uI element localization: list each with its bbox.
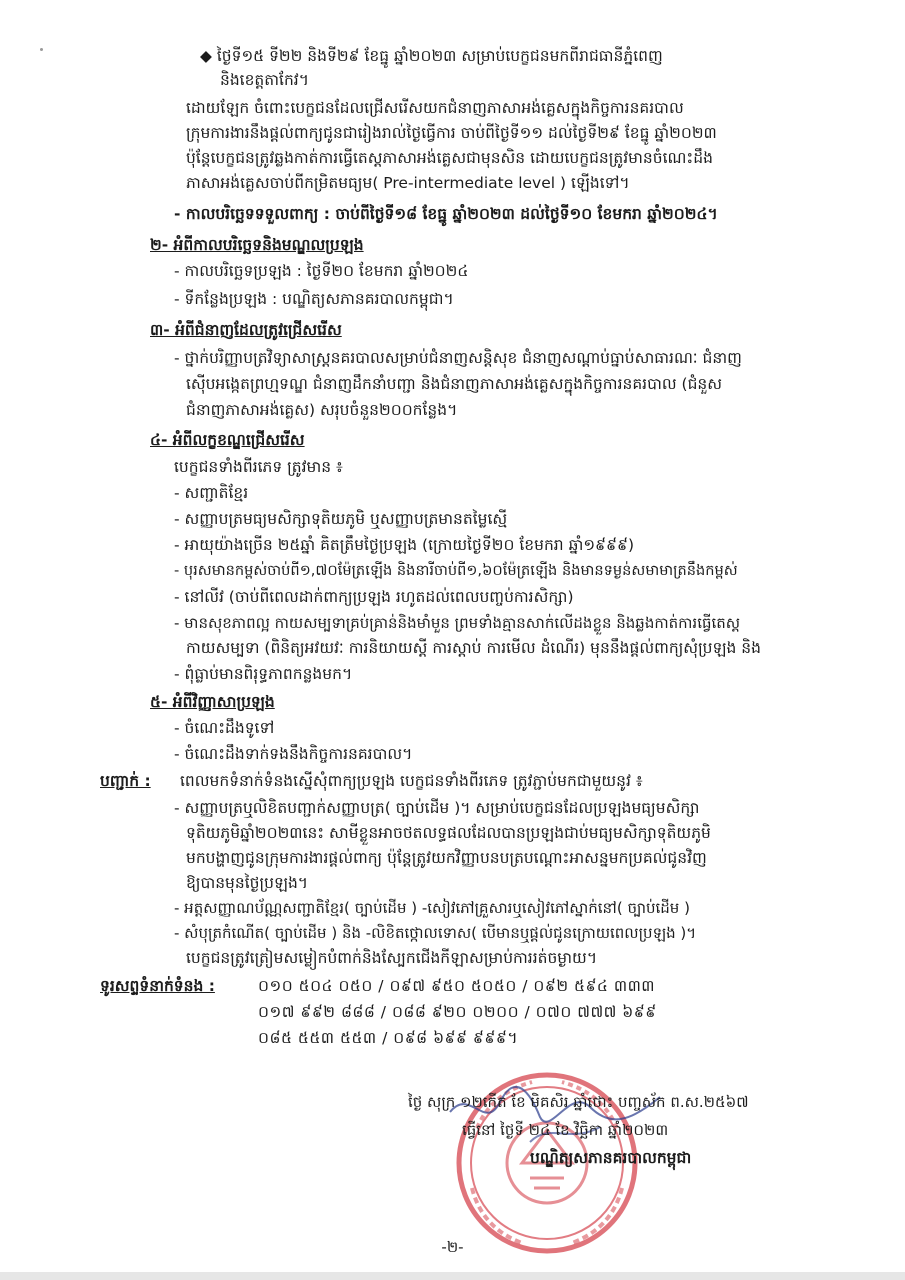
conditions-intro: បេក្ខជនទាំងពីរភេទ ត្រូវមាន ៖	[174, 458, 343, 476]
paragraph-english-line-4: ភាសាអង់គ្លេសចាប់ពីកម្រិតមធ្យម( Pre-intermediate level ) ឡើងទៅ។	[186, 174, 630, 192]
paragraph-english-line-1: ដោយឡែក ចំពោះបេក្ខជនដែលជ្រើសរើសយកជំនាញភាសាអង់គ្លេសក្នុងកិច្ចការនគរបាល	[186, 99, 684, 117]
condition-height: - បុរសមានកម្ពស់ចាប់ពី១,៧០ម៉ែត្រឡើង និងនារីចាប់ពី១,៦០ម៉ែត្រឡើង និងមានទម្ងន់សមាមាត្រនឹងកម្ពស់	[174, 562, 738, 579]
paragraph-english-line-2: ក្រុមការងារនឹងផ្តល់ពាក្យជូនជារៀងរាល់ថ្ងៃធ្វើការ ចាប់ពីថ្ងៃទី១១ ដល់ថ្ងៃទី២៩ ខែធ្នូ ឆ្នាំ២០២៣	[186, 124, 717, 142]
section-3-heading: ៣- អំពីជំនាញដែលត្រូវជ្រើសរើស	[150, 321, 342, 339]
contact-row-2: ០១៧ ៩៩២ ៨៨៨ / ០៨៨ ៩២០ ០២០០ / ០៧០ ៧៧៧ ៦៩៩	[258, 1003, 657, 1021]
specialties-line-1: - ថ្នាក់បរិញ្ញាបត្រវិទ្យាសាស្ត្រនគរបាលសម្រាប់ជំនាញសន្តិសុខ ជំនាញសណ្តាប់ធ្នាប់សាធារណៈ ជំនាញ	[174, 349, 742, 367]
note-label: បញ្ជាក់ :	[100, 772, 151, 790]
scan-bottom-edge	[0, 1272, 905, 1280]
condition-health-line-2: កាយសម្បទា (ពិនិត្យអវយវៈ ការនិយាយស្តី ការស្តាប់ ការមើល ដំណើរ) មុននឹងផ្តល់ពាក្យសុំប្រឡង និង	[186, 639, 761, 657]
condition-single: - នៅលីវ (ចាប់ពីពេលដាក់ពាក្យប្រឡង រហូតដល់ពេលបញ្ចប់ការសិក្សា)	[174, 588, 574, 606]
note-sportswear: បេក្ខជនត្រូវត្រៀមសម្លៀកបំពាក់និងស្បែកជើងកីឡាសម្រាប់ការរត់ចម្ងាយ។	[186, 949, 598, 967]
subject-general: - ចំណេះដឹងទូទៅ	[174, 719, 275, 737]
note-diploma-line-2: ទុតិយភូមិឆ្នាំ២០២៣នេះ សាមីខ្លួនអាចថតលទ្ធផលដែលបានប្រឡងជាប់មធ្យមសិក្សាទុតិយភូមិ	[186, 824, 711, 842]
section-4-heading: ៤- អំពីលក្ខខណ្ឌជ្រើសរើស	[150, 431, 305, 449]
condition-nationality: - សញ្ជាតិខ្មែរ	[174, 484, 249, 502]
application-period: - កាលបរិច្ឆេទទទួលពាក្យ : ចាប់ពីថ្ងៃទី១៨ ខែធ្នូ ឆ្នាំ២០២៣ ដល់ថ្ងៃទី១០ ខែមករា ឆ្នាំ២០២៤។	[174, 205, 718, 223]
contact-row-1: ០១០ ៥០៤ ០៥០ / ០៩៧ ៩៥០ ៥០៥០ / ០៩២ ៥៩៤ ៣៣៣	[258, 977, 656, 995]
specialties-line-2: ស៊ើបអង្កេតព្រហ្មទណ្ឌ ជំនាញដឹកនាំបញ្ជា និងជំនាញភាសាអង់គ្លេសក្នុងកិច្ចការនគរបាល (ជំនួស	[186, 375, 723, 393]
condition-diploma: - សញ្ញាបត្រមធ្យមសិក្សាទុតិយភូមិ ឬសញ្ញាបត្រមានតម្លៃស្មើ	[174, 510, 508, 528]
scan-speck	[40, 48, 43, 51]
condition-health-line-1: - មានសុខភាពល្អ កាយសម្បទាគ្រប់គ្រាន់និងមាំមួន ព្រមទាំងគ្មានសាក់លើដងខ្លួន និងឆ្លងកាត់ការធ្វើតេស្ត	[174, 614, 741, 632]
section-2-heading: ២- អំពីកាលបរិច្ឆេទនិងមណ្ឌលប្រឡង	[150, 236, 364, 254]
contact-row-3: ០៨៥ ៥៥៣ ៥៥៣ / ០៩៨ ៦៩៩ ៩៩៩។	[258, 1029, 519, 1047]
issuing-institution: បណ្ឌិត្យសភានគរបាលកម្ពុជា	[530, 1149, 692, 1167]
schedule-line-1: ◆ ថ្ងៃទី១៥ ទី២២ និងទី២៩ ខែធ្នូ ឆ្នាំ២០២៣ សម្រាប់បេក្ខជនមកពីរាជធានីភ្នំពេញ	[200, 47, 663, 65]
note-id-card: - អត្តសញ្ញាណប័ណ្ណសញ្ជាតិខ្មែរ( ច្បាប់ដើម ) -សៀវភៅគ្រួសារឬសៀវភៅស្នាក់នៅ( ច្បាប់ដើម )	[174, 899, 690, 917]
lunar-date: ថ្ងៃ សុក្រ ១២កើត ខែ មិគសិរ ឆ្នាំថោះ បញ្ចស័ក ព.ស.២៥៦៧	[408, 1093, 749, 1111]
note-intro: ពេលមកទំនាក់ទំនងស្នើសុំពាក្យប្រឡង បេក្ខជនទាំងពីរភេទ ត្រូវភ្ជាប់មកជាមួយនូវ ៖	[180, 772, 643, 790]
note-diploma-line-3: មកបង្ហាញជូនក្រុមការងារផ្តល់ពាក្យ ប៉ុន្តែត្រូវយកវិញ្ញាបនបត្របណ្តោះអាសន្នមកប្រគល់ជូនវិញ	[186, 849, 707, 867]
note-diploma-line-4: ឱ្យបានមុនថ្ងៃប្រឡង។	[186, 874, 309, 892]
note-diploma-line-1: - សញ្ញាបត្រឬលិខិតបញ្ជាក់សញ្ញាបត្រ( ច្បាប់ដើម )។ សម្រាប់បេក្ខជនដែលប្រឡងមធ្យមសិក្សា	[174, 799, 700, 817]
specialties-line-3: ជំនាញភាសាអង់គ្លេស) សរុបចំនួន២០០កន្លែង។	[186, 401, 458, 419]
section-5-heading: ៥- អំពីវិញ្ញាសាប្រឡង	[150, 693, 275, 711]
issue-date: ធ្វើនៅ ថ្ងៃទី ២៤ ខែ វិច្ឆិកា ឆ្នាំ២០២៣	[462, 1121, 669, 1139]
condition-no-record: - ពុំធ្លាប់មានពិរុទ្ធភាពកន្លងមក។	[174, 665, 353, 683]
schedule-line-2: និងខេត្តតាកែវ។	[220, 71, 309, 89]
exam-date: - កាលបរិច្ឆេទប្រឡង : ថ្ងៃទី២០ ខែមករា ឆ្នាំ២០២៤	[174, 262, 469, 280]
subject-police: - ចំណេះដឹងទាក់ទងនឹងកិច្ចការនគរបាល។	[174, 745, 413, 763]
exam-venue: - ទីកន្លែងប្រឡង : បណ្ឌិត្យសភានគរបាលកម្ពុជា។	[174, 290, 454, 308]
paragraph-english-line-3: ប៉ុន្តែបេក្ខជនត្រូវឆ្លងកាត់ការធ្វើតេស្តភាសាអង់គ្លេសជាមុនសិន ដោយបេក្ខជនត្រូវមានចំណេះដឹង	[186, 149, 713, 167]
condition-age: - អាយុយ៉ាងច្រើន ២៥ឆ្នាំ គិតត្រឹមថ្ងៃប្រឡង (ក្រោយថ្ងៃទី២០ ខែមករា ឆ្នាំ១៩៩៩)	[174, 536, 635, 554]
page-number: -២-	[441, 1238, 464, 1256]
contact-label: ទូរសព្ទទំនាក់ទំនង :	[100, 977, 215, 995]
note-birth-certificate: - សំបុត្រកំណើត( ច្បាប់ដើម ) និង -លិខិតថ្កោលទោស( បើមានឬផ្តល់ជូនក្រោយពេលប្រឡង )។	[174, 924, 697, 942]
